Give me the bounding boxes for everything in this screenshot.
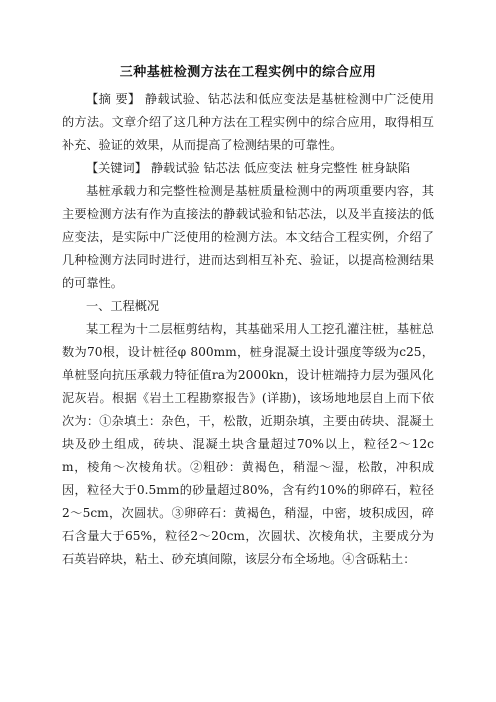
intro-paragraph: 基桩承载力和完整性检测是基桩质量检测中的两项重要内容，其主要检测方法有作为直接法的静载试验和钻芯法，以及半直接法的低应变法，是实际中广泛使用的检测方法。本文结合工程实例，介绍了几种检测方法同时进行，进而达到相互补充、验证，以提高检测结果的可靠性。: [62, 184, 434, 290]
abstract-text: 静载试验、钻芯法和低应变法是基桩检测中广泛使用的方法。文章介绍了这几种方法在工程实例中的综合应用，取得相互补充、验证的效果，从而提高了检测结果的可靠性。: [62, 92, 435, 152]
keywords-paragraph: [62, 157, 434, 180]
document-title: 三种基桩检测方法在工程实例中的综合应用: [119, 65, 377, 80]
document-page: [62, 64, 434, 571]
abstract-label: 【摘 要】: [86, 92, 141, 106]
keywords-text: 静载试验 钻芯法 低应变法 桩身完整性 桩身缺陷: [150, 161, 411, 175]
section-heading: 一、工程概况: [86, 299, 160, 313]
abstract-paragraph: [62, 88, 434, 157]
section-paragraph: 某工程为十二层框剪结构，其基础采用人工挖孔灌注桩，基桩总数为70根，设计桩径φ 800mm，桩身混凝土设计强度等级为c25，单桩竖向抗压承载力特征值ra为2000kn，设计桩端持力层为强风化泥灰岩。根据《岩土工程勘察报告》(详勘)，该场地地层自上而下依次为：①杂填土：杂色，干，松散，近期杂填，主要由砖块、混凝土块及砂土组成，砖块、混凝土块含量超过70%以上，粒径2～12cm，棱角～次棱角状。②粗砂：黄褐色，稍湿～湿，松散，冲积成因，粒径大于0.5mm的砂量超过80%，含有约10%的卵碎石，粒径2～5cm，次圆状。③卵碎石：黄褐色，稍湿，中密，坡积成因，碎石含量大于65%，粒径2～20cm，次圆状、次棱角状，主要成分为石英岩碎块，粘土、砂充填间隙，该层分布全场地。④含砾粘土：: [62, 322, 434, 566]
keywords-label: 【关键词】: [86, 161, 147, 175]
